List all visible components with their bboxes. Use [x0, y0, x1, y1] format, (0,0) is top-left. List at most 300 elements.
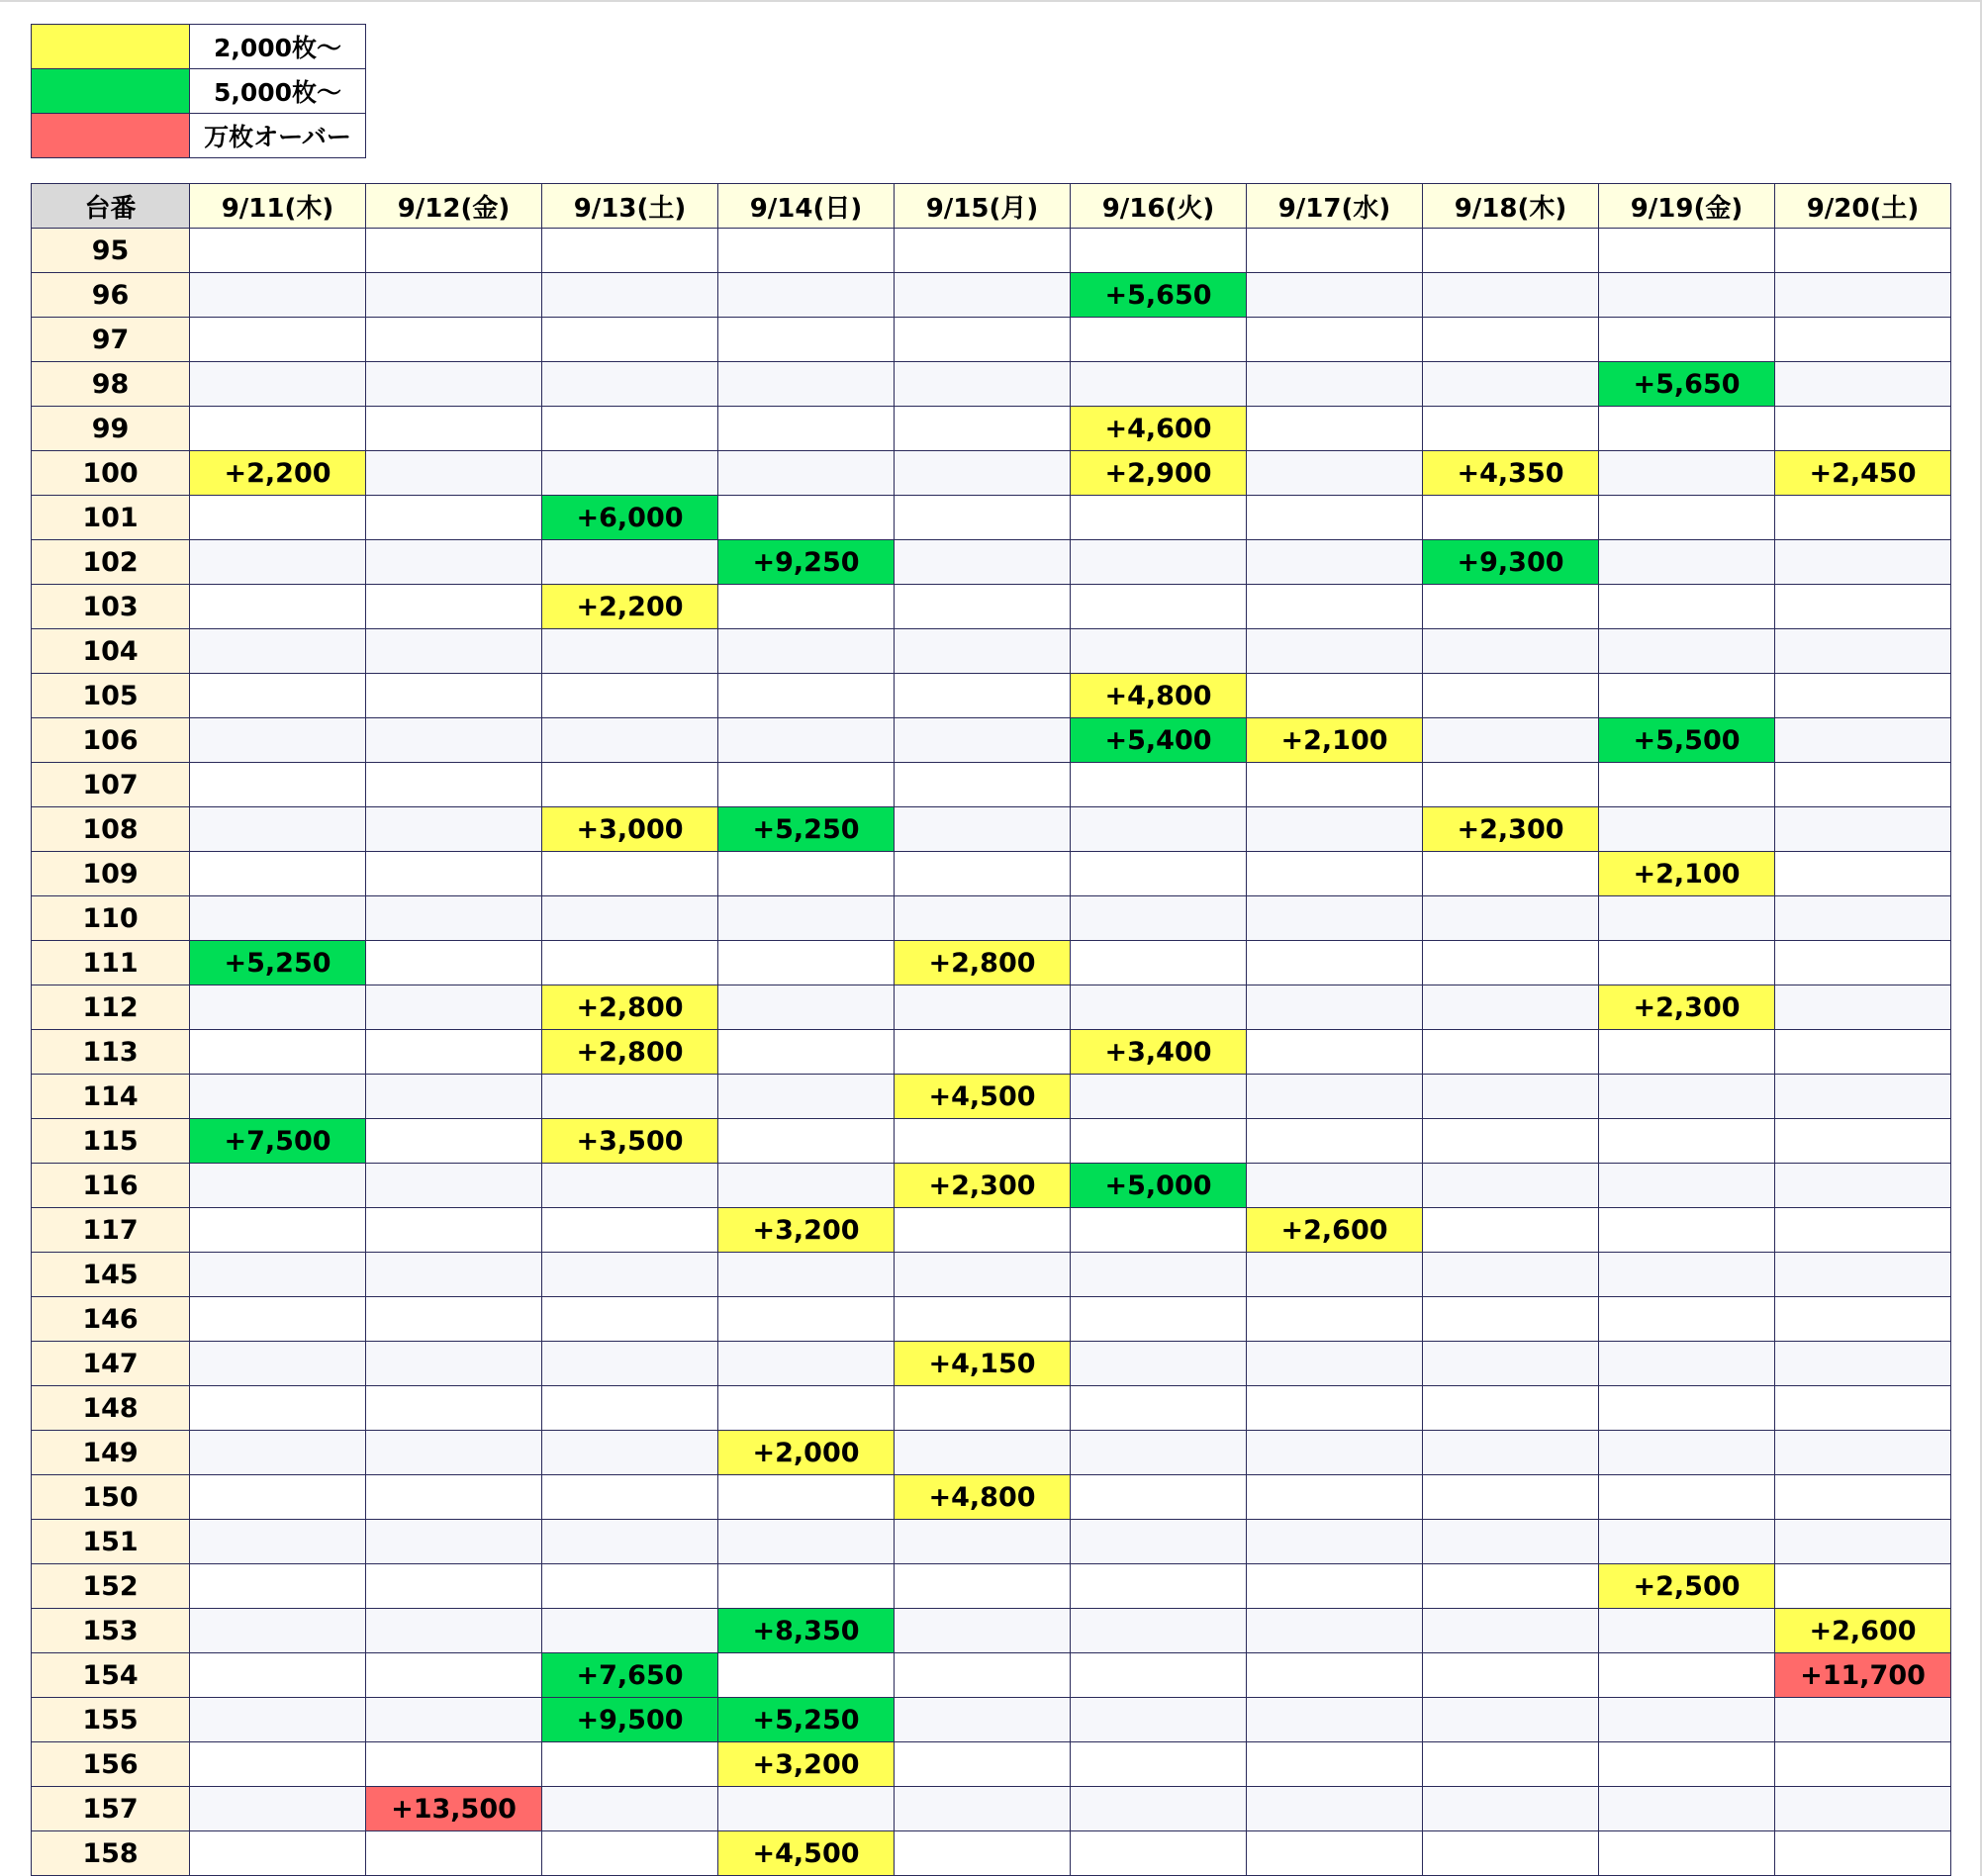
result-cell: [895, 718, 1071, 763]
result-cell: [542, 451, 718, 496]
result-cell: +2,300: [895, 1164, 1071, 1208]
result-cell: [1775, 407, 1951, 451]
result-cell: [1775, 229, 1951, 273]
result-cell: [190, 1475, 366, 1520]
result-cell: [1423, 718, 1599, 763]
result-cell: [366, 1520, 542, 1564]
result-cell: +2,100: [1247, 718, 1423, 763]
result-cell: [895, 807, 1071, 852]
machine-number-cell: 155: [32, 1698, 190, 1742]
machine-number-cell: 103: [32, 585, 190, 629]
result-cell: [190, 407, 366, 451]
result-cell: [366, 852, 542, 896]
result-cell: [1599, 1831, 1775, 1876]
machine-number-cell: 110: [32, 896, 190, 941]
result-cell: +3,000: [542, 807, 718, 852]
legend-swatch-green: [32, 69, 190, 114]
result-cell: [1599, 1520, 1775, 1564]
table-row: [32, 407, 1951, 451]
result-cell: [366, 1253, 542, 1297]
result-cell: +8,350: [718, 1609, 895, 1653]
result-cell: [366, 496, 542, 540]
result-cell: [1423, 1431, 1599, 1475]
date-header: 9/16(火): [1071, 184, 1247, 229]
result-cell: [366, 629, 542, 674]
machine-number-cell: 101: [32, 496, 190, 540]
result-cell: [190, 1075, 366, 1119]
result-cell: +11,700: [1775, 1653, 1951, 1698]
result-cell: [1071, 1698, 1247, 1742]
result-cell: [190, 1609, 366, 1653]
result-cell: [895, 629, 1071, 674]
result-cell: +4,350: [1423, 451, 1599, 496]
result-cell: [190, 540, 366, 585]
table-row: [32, 585, 1951, 629]
table-row: [32, 451, 1951, 496]
table-row: [32, 674, 1951, 718]
result-cell: [1775, 674, 1951, 718]
result-cell: [718, 1075, 895, 1119]
result-cell: [1775, 1253, 1951, 1297]
result-cell: [1423, 229, 1599, 273]
result-cell: [1423, 629, 1599, 674]
result-cell: [895, 451, 1071, 496]
result-cell: [1423, 1609, 1599, 1653]
result-cell: [1247, 1119, 1423, 1164]
result-cell: [1423, 1164, 1599, 1208]
date-header: 9/12(金): [366, 184, 542, 229]
result-cell: [366, 1342, 542, 1386]
result-cell: [366, 540, 542, 585]
result-cell: [190, 718, 366, 763]
table-row: [32, 1520, 1951, 1564]
table-row: [32, 540, 1951, 585]
result-cell: [542, 941, 718, 985]
result-cell: [366, 1208, 542, 1253]
result-cell: [1775, 807, 1951, 852]
machine-number-cell: 152: [32, 1564, 190, 1609]
result-cell: [895, 1564, 1071, 1609]
date-header: 9/14(日): [718, 184, 895, 229]
machine-number-cell: 100: [32, 451, 190, 496]
result-cell: [1775, 1742, 1951, 1787]
machine-number-cell: 156: [32, 1742, 190, 1787]
result-cell: [1423, 1030, 1599, 1075]
result-cell: [1071, 1208, 1247, 1253]
result-cell: [366, 451, 542, 496]
result-cell: [1599, 1431, 1775, 1475]
result-cell: [542, 1164, 718, 1208]
result-cell: [190, 1698, 366, 1742]
result-cell: [895, 229, 1071, 273]
table-row: [32, 1030, 1951, 1075]
result-cell: [1599, 1075, 1775, 1119]
result-cell: +2,600: [1247, 1208, 1423, 1253]
result-cell: [1599, 1787, 1775, 1831]
result-cell: [1423, 896, 1599, 941]
machine-number-cell: 154: [32, 1653, 190, 1698]
result-cell: [895, 1653, 1071, 1698]
result-cell: [366, 674, 542, 718]
result-cell: [1775, 718, 1951, 763]
result-cell: [1775, 362, 1951, 407]
machine-number-cell: 157: [32, 1787, 190, 1831]
result-cell: [1423, 1075, 1599, 1119]
result-cell: [718, 896, 895, 941]
result-cell: [1775, 1075, 1951, 1119]
result-cell: [1599, 1342, 1775, 1386]
result-cell: [190, 585, 366, 629]
result-cell: [718, 362, 895, 407]
result-cell: +9,250: [718, 540, 895, 585]
result-cell: [366, 807, 542, 852]
result-cell: [1247, 1342, 1423, 1386]
result-cell: [366, 1564, 542, 1609]
result-cell: [190, 674, 366, 718]
result-cell: +9,500: [542, 1698, 718, 1742]
result-cell: [1599, 1253, 1775, 1297]
result-cell: [895, 1253, 1071, 1297]
result-cell: [1071, 496, 1247, 540]
result-cell: [1775, 1520, 1951, 1564]
result-cell: [1775, 852, 1951, 896]
result-cell: [542, 273, 718, 318]
result-cell: [895, 1520, 1071, 1564]
result-cell: +2,800: [542, 1030, 718, 1075]
result-cell: [1599, 1386, 1775, 1431]
table-row: [32, 1164, 1951, 1208]
result-cell: [1775, 1475, 1951, 1520]
result-cell: [1423, 1386, 1599, 1431]
table-row: [32, 1386, 1951, 1431]
result-cell: [542, 852, 718, 896]
table-row: [32, 496, 1951, 540]
result-cell: [1599, 896, 1775, 941]
table-row: [32, 1698, 1951, 1742]
result-cell: [1247, 763, 1423, 807]
result-cell: [366, 318, 542, 362]
result-cell: [190, 273, 366, 318]
result-cell: [1071, 1831, 1247, 1876]
machine-number-cell: 111: [32, 941, 190, 985]
machine-number-cell: 107: [32, 763, 190, 807]
result-cell: [1071, 1564, 1247, 1609]
result-cell: [366, 585, 542, 629]
result-cell: [895, 1431, 1071, 1475]
result-cell: [1071, 1475, 1247, 1520]
result-cell: [1071, 1119, 1247, 1164]
result-cell: [190, 1208, 366, 1253]
result-cell: [1423, 318, 1599, 362]
table-row: [32, 1075, 1951, 1119]
result-cell: [542, 362, 718, 407]
result-cell: +13,500: [366, 1787, 542, 1831]
result-cell: +2,000: [718, 1431, 895, 1475]
result-cell: [718, 1653, 895, 1698]
result-cell: [1247, 1075, 1423, 1119]
result-cell: [366, 1431, 542, 1475]
machine-number-cell: 153: [32, 1609, 190, 1653]
machine-number-cell: 105: [32, 674, 190, 718]
result-cell: [190, 1831, 366, 1876]
result-cell: [1599, 451, 1775, 496]
result-cell: +4,800: [1071, 674, 1247, 718]
legend-swatch-yellow: [32, 25, 190, 69]
result-cell: [718, 1164, 895, 1208]
result-cell: +9,300: [1423, 540, 1599, 585]
result-cell: [1247, 1431, 1423, 1475]
result-cell: [718, 273, 895, 318]
result-cell: [895, 1787, 1071, 1831]
result-cell: [1071, 941, 1247, 985]
result-cell: [1071, 629, 1247, 674]
result-cell: [366, 896, 542, 941]
result-cell: [190, 896, 366, 941]
machine-number-cell: 98: [32, 362, 190, 407]
result-cell: [1599, 540, 1775, 585]
result-cell: [1247, 1831, 1423, 1876]
result-cell: [895, 1386, 1071, 1431]
result-cell: [1775, 1297, 1951, 1342]
result-cell: +3,200: [718, 1742, 895, 1787]
result-cell: [542, 1342, 718, 1386]
table-row: [32, 362, 1951, 407]
result-cell: [190, 1297, 366, 1342]
result-cell: [1599, 1297, 1775, 1342]
result-cell: [190, 1564, 366, 1609]
result-cell: [1247, 674, 1423, 718]
result-cell: +4,500: [718, 1831, 895, 1876]
machine-number-cell: 158: [32, 1831, 190, 1876]
result-cell: +2,800: [895, 941, 1071, 985]
result-cell: [1775, 896, 1951, 941]
result-cell: [1599, 1609, 1775, 1653]
date-header: 9/13(土): [542, 184, 718, 229]
result-cell: [1423, 1520, 1599, 1564]
result-cell: [718, 941, 895, 985]
result-cell: [190, 1431, 366, 1475]
result-cell: [1247, 1742, 1423, 1787]
result-cell: [190, 229, 366, 273]
result-cell: [1071, 1297, 1247, 1342]
result-cell: +5,250: [718, 807, 895, 852]
result-cell: [190, 318, 366, 362]
result-cell: [366, 229, 542, 273]
result-cell: +5,400: [1071, 718, 1247, 763]
result-cell: [1423, 1475, 1599, 1520]
result-cell: +4,800: [895, 1475, 1071, 1520]
result-cell: [1599, 496, 1775, 540]
machine-number-cell: 150: [32, 1475, 190, 1520]
machine-number-cell: 112: [32, 985, 190, 1030]
legend-label: 万枚オーバー: [190, 114, 366, 158]
result-cell: [366, 985, 542, 1030]
machine-number-cell: 117: [32, 1208, 190, 1253]
table-row: [32, 718, 1951, 763]
result-cell: [1775, 585, 1951, 629]
result-cell: [895, 407, 1071, 451]
result-cell: [895, 362, 1071, 407]
legend-row: [32, 69, 366, 114]
result-cell: [1247, 585, 1423, 629]
result-cell: [895, 1297, 1071, 1342]
result-cell: +7,500: [190, 1119, 366, 1164]
result-cell: [190, 985, 366, 1030]
result-cell: [1247, 807, 1423, 852]
result-cell: [190, 763, 366, 807]
machine-number-cell: 148: [32, 1386, 190, 1431]
result-cell: [1247, 229, 1423, 273]
machine-number-cell: 115: [32, 1119, 190, 1164]
result-cell: [718, 585, 895, 629]
table-row: [32, 273, 1951, 318]
result-cell: [895, 1609, 1071, 1653]
result-cell: [542, 540, 718, 585]
result-cell: [1071, 1431, 1247, 1475]
result-cell: [1775, 941, 1951, 985]
result-cell: [1071, 1386, 1247, 1431]
table-row: [32, 985, 1951, 1030]
machine-number-header: 台番: [32, 184, 190, 229]
result-cell: [1071, 1787, 1247, 1831]
result-cell: +5,250: [718, 1698, 895, 1742]
result-cell: [1599, 1653, 1775, 1698]
result-cell: [1423, 1698, 1599, 1742]
result-cell: [1775, 496, 1951, 540]
result-cell: [718, 629, 895, 674]
result-cell: [1071, 985, 1247, 1030]
machine-number-cell: 114: [32, 1075, 190, 1119]
table-row: [32, 1431, 1951, 1475]
result-cell: [366, 718, 542, 763]
result-cell: [1775, 1342, 1951, 1386]
result-cell: [718, 1564, 895, 1609]
result-cell: [718, 318, 895, 362]
result-cell: [1071, 1742, 1247, 1787]
result-cell: [1599, 585, 1775, 629]
result-cell: [542, 1386, 718, 1431]
result-cell: [190, 1386, 366, 1431]
result-cell: [1423, 585, 1599, 629]
machine-number-cell: 116: [32, 1164, 190, 1208]
result-cell: [718, 1342, 895, 1386]
result-cell: +2,200: [190, 451, 366, 496]
result-cell: [1599, 629, 1775, 674]
machine-number-cell: 99: [32, 407, 190, 451]
result-cell: [542, 1609, 718, 1653]
result-cell: [718, 407, 895, 451]
machine-number-cell: 113: [32, 1030, 190, 1075]
result-cell: [1423, 362, 1599, 407]
result-cell: [542, 318, 718, 362]
result-cell: [366, 273, 542, 318]
result-cell: [895, 1698, 1071, 1742]
result-cell: [895, 585, 1071, 629]
result-cell: [1599, 674, 1775, 718]
result-cell: [366, 1831, 542, 1876]
result-cell: [366, 763, 542, 807]
machine-number-cell: 106: [32, 718, 190, 763]
table-row: [32, 1609, 1951, 1653]
machine-number-cell: 109: [32, 852, 190, 896]
table-row: [32, 1208, 1951, 1253]
machine-number-cell: 104: [32, 629, 190, 674]
result-cell: +2,450: [1775, 451, 1951, 496]
result-cell: [366, 1609, 542, 1653]
result-cell: +3,200: [718, 1208, 895, 1253]
result-cell: [1423, 1253, 1599, 1297]
result-cell: [366, 1030, 542, 1075]
result-cell: [542, 718, 718, 763]
result-cell: [542, 674, 718, 718]
result-cell: [895, 1831, 1071, 1876]
table-row: [32, 1297, 1951, 1342]
result-cell: +5,650: [1071, 273, 1247, 318]
legend-table: [31, 24, 366, 158]
machine-number-cell: 151: [32, 1520, 190, 1564]
result-cell: [895, 540, 1071, 585]
result-cell: [190, 1787, 366, 1831]
machine-number-cell: 147: [32, 1342, 190, 1386]
result-cell: [1071, 362, 1247, 407]
date-header: 9/11(木): [190, 184, 366, 229]
result-cell: [366, 1164, 542, 1208]
result-cell: [1071, 585, 1247, 629]
result-cell: [1071, 807, 1247, 852]
result-cell: [542, 629, 718, 674]
table-row: [32, 852, 1951, 896]
table-row: [32, 807, 1951, 852]
result-cell: [1775, 540, 1951, 585]
result-cell: [366, 1698, 542, 1742]
result-cell: [190, 852, 366, 896]
result-cell: [1071, 852, 1247, 896]
result-cell: [1247, 941, 1423, 985]
result-cell: [1599, 1030, 1775, 1075]
result-cell: [1423, 941, 1599, 985]
result-cell: [366, 1475, 542, 1520]
result-cell: [1247, 852, 1423, 896]
result-cell: +5,250: [190, 941, 366, 985]
result-cell: [895, 1208, 1071, 1253]
result-cell: [1775, 629, 1951, 674]
date-header: 9/20(土): [1775, 184, 1951, 229]
result-cell: [1775, 1831, 1951, 1876]
result-cell: [895, 985, 1071, 1030]
table-row: [32, 318, 1951, 362]
result-cell: [1071, 1609, 1247, 1653]
machine-number-cell: 108: [32, 807, 190, 852]
result-cell: [718, 229, 895, 273]
table-row: [32, 1787, 1951, 1831]
machine-number-cell: 102: [32, 540, 190, 585]
result-cell: +2,300: [1599, 985, 1775, 1030]
result-cell: [542, 1520, 718, 1564]
machine-number-cell: 149: [32, 1431, 190, 1475]
result-cell: +5,650: [1599, 362, 1775, 407]
result-cell: [1247, 407, 1423, 451]
result-cell: [542, 1831, 718, 1876]
result-cell: +2,800: [542, 985, 718, 1030]
result-cell: [1247, 1520, 1423, 1564]
result-cell: +6,000: [542, 496, 718, 540]
result-cell: [1599, 1475, 1775, 1520]
date-header: 9/17(水): [1247, 184, 1423, 229]
result-cell: [1247, 629, 1423, 674]
table-row: [32, 763, 1951, 807]
result-cell: [1071, 540, 1247, 585]
result-cell: [1599, 763, 1775, 807]
